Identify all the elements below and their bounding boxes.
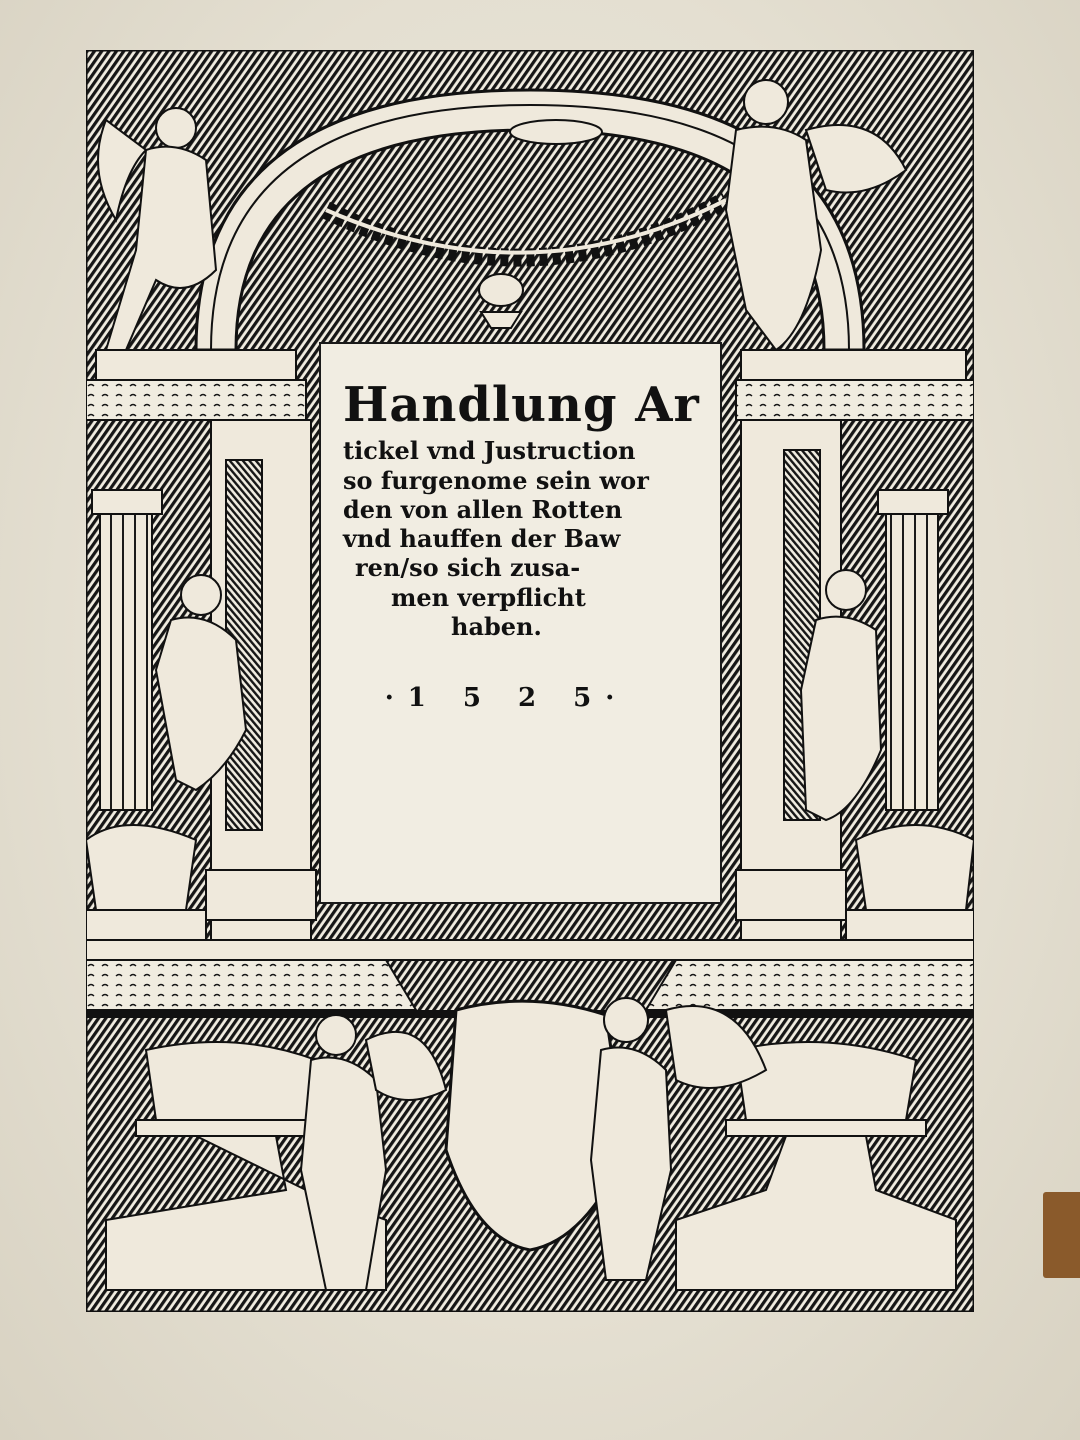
title-panel [319, 342, 722, 904]
title-line-3: so furgenome sein wor [343, 465, 649, 495]
title-line-2: tickel vnd Justruction [343, 436, 636, 466]
title-line-4: den von allen Rotten [343, 494, 623, 524]
publication-year: ·1 5 2 5· [384, 683, 629, 714]
title-line-5: vnd hauffen der Baw [343, 524, 621, 554]
title-line-6: ren/so sich zusa- [355, 553, 581, 583]
title-line-7: men verpflicht [391, 582, 586, 612]
title-line-1: Handlung Ar [343, 377, 700, 433]
title-line-8: haben. [451, 611, 542, 641]
bookmark-tab [1043, 1192, 1080, 1278]
